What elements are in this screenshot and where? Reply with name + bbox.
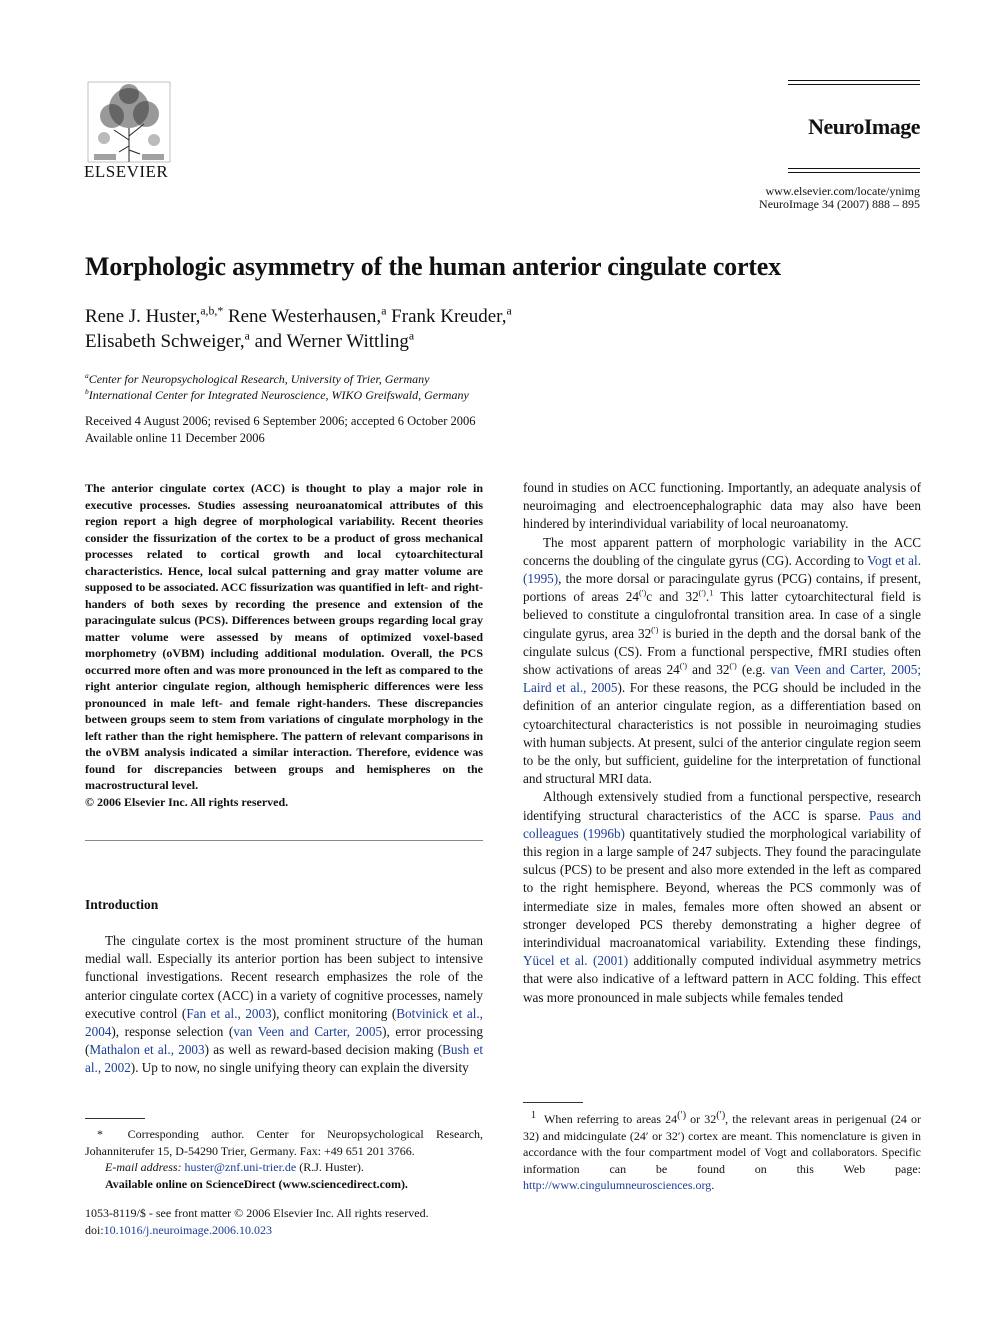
author-affiliation-mark[interactable]: a xyxy=(244,329,250,343)
abstract-text: The anterior cingulate cortex (ACC) is thought to play a major role in executive processes. Studies assessing neuroanatomical attributes of this region report a high degree of morphological variability. Recent theories consider the fissurization of the cortex to be a product of gross mechanical processes related to cortical growth and local cytoarchitectural characteristics. Hence, local sulcal patterning and gray matter volume are supposed to be associated. ACC fissurization was quantified in left- and right-handers of both sexes by recording the presence and extension of the paracingulate sulcus (PCS). Differences between groups regarding local gray matter volume were assessed by means of optimized voxel-based morphometry (oVBM) including additional modulation. Overall, the PCS occurred more often and was more pronounced in the left as compared to the right anterior cingulate region, although hemispheric differences were less pronounced in male left- and female right-handers. These discrepancies between groups seem to stem from variations of cingulate morphology in the left rather than the right hemisphere. The pattern of relevant comparisons in the oVBM analysis indicated a similar interaction. Therefore, evidence was found for discrepancies between groups and hemispheres on the macrostructural level. xyxy=(85,481,483,792)
intro-column xyxy=(85,932,483,1078)
author-list xyxy=(85,304,512,354)
text-run: ), error processing ( xyxy=(85,1024,483,1058)
text-run: c and 32 xyxy=(646,589,699,605)
doi-label: doi: xyxy=(85,1222,104,1237)
footnote-1 xyxy=(523,1108,921,1194)
header-rule xyxy=(788,168,920,169)
journal-name: NeuroImage xyxy=(808,114,920,139)
text-run: ), response selection ( xyxy=(111,1024,234,1040)
citation-link[interactable]: van Veen and Carter, 2005 xyxy=(233,1024,383,1040)
header-rule xyxy=(788,80,920,81)
author-affiliation-mark[interactable]: a xyxy=(506,304,512,318)
affiliation-text: International Center for Integrated Neuroscience, WIKO Greifswald, Germany xyxy=(88,388,469,402)
paragraph xyxy=(85,932,483,1078)
citation-link[interactable]: Mathalon et al., 2003 xyxy=(89,1042,205,1058)
citation-link[interactable]: Fan et al., 2003 xyxy=(186,1005,272,1021)
author: and Werner Wittling xyxy=(249,331,409,352)
text-run: . xyxy=(705,589,710,605)
text-run: is buried in the depth and the dorsal bank of the cingulate sulcus (CS). From a functional perspective, fMRI studies often show activations of areas 24 xyxy=(523,625,922,678)
affiliation xyxy=(85,372,429,387)
citation-link[interactable]: van Veen and Carter, 2005; Laird et al., 2005 xyxy=(523,662,921,696)
text-run: and 32 xyxy=(687,662,730,678)
text-run: This latter cytoarchitectural field is believed to constitute a cingulofrontal transition area. In case of a single cingulate gyrus, area 32 xyxy=(523,589,922,641)
sciencedirect-note: Available online on ScienceDirect (www.sciencedirect.com). xyxy=(105,1176,408,1191)
web-link[interactable]: http://www.cingulumneurosciences.org xyxy=(523,1178,712,1192)
text-run: When referring to areas 24 xyxy=(544,1112,678,1126)
text-run: ). For these reasons, the PCG should be included in the definition of an anterior cingulate region, as a differentiation based on cytoarchitectural characteristics is not possible in neuroimaging studies with human subjects. At present, sulci of the anterior cingulate region seem to be the only, but sufficient, guideline for the interpretation of functional and structural MRI data. xyxy=(523,680,921,787)
author: Rene J. Huster, xyxy=(85,306,201,327)
article-title: Morphologic asymmetry of the human anterior cingulate cortex xyxy=(85,252,781,281)
affiliation-mark: b xyxy=(85,387,89,396)
footnote-text: Corresponding author. Center for Neuropsychological Research, Johanniterufer 15, D-54290 Trier, Germany. Fax: +49 651 201 3766. xyxy=(85,1127,483,1158)
prime-superscript: (′) xyxy=(639,588,647,598)
available-online-date: Available online 11 December 2006 xyxy=(85,431,265,445)
citation-link[interactable]: Bush et al., 2002 xyxy=(85,1042,483,1076)
author-affiliation-mark[interactable]: a,b,* xyxy=(200,304,224,318)
abstract xyxy=(85,480,483,810)
elsevier-tree-logo xyxy=(84,80,174,164)
affiliation-mark: a xyxy=(85,371,89,380)
footnote-mark: * xyxy=(97,1127,103,1141)
citation-link[interactable]: Vogt et al. (1995) xyxy=(523,552,921,587)
text-run: ), conflict monitoring ( xyxy=(271,1005,397,1021)
citation-link[interactable]: Botvinick et al., 2004 xyxy=(85,1005,483,1040)
paragraph xyxy=(523,788,921,1006)
text-run: Although extensively studied from a functional perspective, research identifying structural characteristics of the ACC is sparse. xyxy=(523,789,921,823)
prime-superscript: (′) xyxy=(729,661,737,671)
footnote-rule xyxy=(85,1118,145,1119)
section-heading-introduction: Introduction xyxy=(85,897,159,912)
paragraph: found in studies on ACC functioning. Importantly, an adequate analysis of neuroimaging and electroencephalographic data may also have been hindered by interindividual variability of local neuroanatomy. xyxy=(523,480,921,532)
text-run: (e.g. xyxy=(736,662,771,678)
paragraph xyxy=(523,534,921,789)
prime-superscript: (′) xyxy=(677,1110,687,1121)
text-run: or 32 xyxy=(686,1112,717,1126)
abstract-copyright: © 2006 Elsevier Inc. All rights reserved. xyxy=(85,794,289,809)
text-run: ). Up to now, no single unifying theory can explain the diversity xyxy=(130,1060,469,1076)
header-rule xyxy=(788,84,920,85)
text-run: The cingulate cortex is the most prominent structure of the human medial wall. Especially its anterior portion has been subject to intensive functional investigations. Recent research emphasizes the role of the anterior cingulate cortex (ACC) in a variety of cognitive processes, namely executive control ( xyxy=(85,933,483,1021)
author: Rene Westerhausen, xyxy=(223,306,382,327)
citation-link[interactable]: Paus and colleagues (1996b) xyxy=(523,807,921,841)
footnote-ref[interactable]: 1 xyxy=(709,588,714,598)
right-column xyxy=(523,479,921,1007)
issn-block xyxy=(85,1205,483,1238)
publisher-name: ELSEVIER xyxy=(84,162,169,181)
journal-citation: NeuroImage 34 (2007) 888 – 895 xyxy=(759,197,920,211)
footnote-rule xyxy=(523,1102,583,1103)
received-dates: Received 4 August 2006; revised 6 September 2006; accepted 6 October 2006 xyxy=(85,414,476,428)
abstract-divider xyxy=(85,840,483,841)
affiliation-text: Center for Neuropsychological Research, University of Trier, Germany xyxy=(88,372,430,386)
text-run: ) as well as reward-based decision making ( xyxy=(204,1042,443,1058)
journal-url[interactable]: www.elsevier.com/locate/ynimg xyxy=(765,184,920,198)
email-label: E-mail address: xyxy=(105,1160,182,1174)
author-affiliation-mark[interactable]: a xyxy=(408,329,415,343)
corresponding-author-footnote xyxy=(85,1126,483,1192)
prime-superscript: (′) xyxy=(698,588,706,598)
prime-superscript: (′) xyxy=(679,661,688,671)
text-run: , the more dorsal or paracingulate gyrus (PCG) contains, if present, portions of areas 24 xyxy=(523,571,921,605)
text-run: The most apparent pattern of morphologic variability in the ACC concerns the doubling of the cingulate gyrus (CG). According to xyxy=(523,534,921,568)
email-link[interactable]: huster@znf.uni-trier.de xyxy=(184,1160,297,1174)
header-rule xyxy=(788,172,920,173)
doi-link[interactable]: 10.1016/j.neuroimage.2006.10.023 xyxy=(103,1222,272,1237)
footnote-number: 1 xyxy=(531,1110,536,1121)
author: Frank Kreuder, xyxy=(386,306,507,327)
text-run: (R.J. Huster). xyxy=(296,1160,364,1174)
text-run: quantitatively studied the morphological variability of this region in a large sample of 247 subjects. They found the paracingulate sulcus (PCS) to be present and also more extended in the left as compared to the right hemisphere. Beyond, whereas the PCS commonly was of intermediate size in males, females more often showed an absent or stronger developed PCS thereby demonstrating a higher degree of interindividual macroanatomical variability. Extending these findings, xyxy=(523,825,922,951)
affiliation xyxy=(85,388,469,403)
text-run: additionally computed individual asymmetry metrics that were also indicative of a leftward pattern in ACC folding. This effect was more pronounced in male subjects while females tended xyxy=(523,953,921,1005)
author: Elisabeth Schweiger, xyxy=(85,331,245,352)
issn-text: 1053-8119/$ - see front matter © 2006 Elsevier Inc. All rights reserved. xyxy=(85,1206,429,1220)
prime-superscript: (′) xyxy=(716,1110,726,1121)
text-run: . xyxy=(711,1178,715,1192)
author-affiliation-mark[interactable]: a xyxy=(381,304,387,318)
citation-link[interactable]: Yücel et al. (2001) xyxy=(523,953,629,969)
prime-superscript: (′) xyxy=(651,625,659,635)
text-run: , the relevant areas in perigenual (24 or 32) and midcingulate (24′ or 32′) cortex are meant. This nomenclature is given in accordance with the four compartment model of Vogt and collaborators. Specific information can be found on this Web page: xyxy=(523,1112,921,1176)
